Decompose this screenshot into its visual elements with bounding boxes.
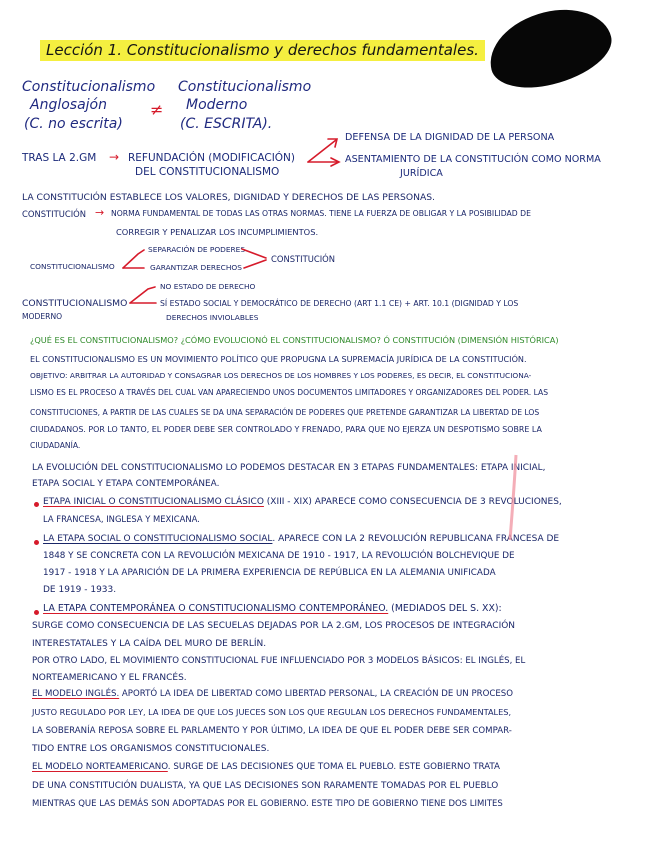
gm-outcome-1: DEFENSA DE LA DIGNIDAD DE LA PERSONA: [345, 132, 555, 143]
line-corregir: CORREGIR Y PENALIZAR LOS INCUMPLIMIENTOS.: [116, 227, 319, 237]
stage2-line-2: 1848 Y SE CONCRETA CON LA REVOLUCIÓN MEXICANA DE 1910 - 1917, LA REVOLUCIÓN BOLCHEVIQUE DE: [43, 551, 515, 561]
gm-start: TRAS LA 2.GM: [22, 152, 97, 164]
diag1-join-bottom: [244, 260, 266, 268]
compare-right-1: Constitucionalismo: [178, 79, 312, 95]
line-constitucion-valores: LA CONSTITUCIÓN ESTABLECE LOS VALORES, DIGNIDAD Y DERECHOS DE LAS PERSONAS.: [22, 192, 435, 203]
para2-line-1: LA EVOLUCIÓN DEL CONSTITUCIONALISMO LO PODEMOS DESTACAR EN 3 ETAPAS FUNDAMENTALES: ETAPA INICIAL,: [32, 463, 546, 473]
diag1-arrow-up: [123, 250, 144, 268]
stage3-heading: LA ETAPA CONTEMPORÁNEA O CONSTITUCIONALISMO CONTEMPORÁNEO.: [43, 603, 389, 614]
ingles-line-3: TIDO ENTRE LOS ORGANISMOS CONSTITUCIONALES.: [32, 744, 270, 754]
gm-refundacion: REFUNDACIÓN (MODIFICACIÓN): [128, 152, 296, 164]
compare-left-1: Constitucionalismo: [22, 79, 156, 95]
stage2-line-4: DE 1919 - 1933.: [43, 585, 117, 595]
diag1-constitucionalismo: CONSTITUCIONALISMO: [30, 262, 115, 271]
para1-line-4: CONSTITUCIONES, A PARTIR DE LAS CUALES SE DA UNA SEPARACIÓN DE PODERES QUE PRETENDE GARANTIZAR LA LIBERTAD DE LOS: [30, 408, 540, 417]
para2-line-2: ETAPA SOCIAL Y ETAPA CONTEMPORÁNEA.: [32, 479, 220, 489]
norte-line-1: DE UNA CONSTITUCIÓN DUALISTA, YA QUE LAS DECISIONES SON RARAMENTE TOMADAS POR EL PUEBLO: [32, 781, 499, 791]
diag2-no-estado: NO ESTADO DE DERECHO: [160, 282, 256, 291]
stage1-heading: ETAPA INICIAL O CONSTITUCIONALISMO CLÁSICO: [43, 497, 264, 507]
diag1-constitucion: CONSTITUCIÓN: [271, 254, 336, 264]
stage1-line-2: LA FRANCESA, INGLESA Y MEXICANA.: [43, 514, 200, 524]
stage2-heading: LA ETAPA SOCIAL O CONSTITUCIONALISMO SOCIAL: [43, 534, 273, 544]
stage2-line-3: 1917 - 1918 Y LA APARICIÓN DE LA PRIMERA EXPERIENCIA DE REPÚBLICA EN LA ALEMANIA UNIFICADA: [43, 568, 496, 578]
stage2-tail: . APARECE CON LA 2 REVOLUCIÓN REPUBLICANA FRANCESA DE: [272, 534, 560, 544]
para1-line-1: EL CONSTITUCIONALISMO ES UN MOVIMIENTO POLÍTICO QUE PROPUGNA LA SUPREMACÍA JURÍDICA DE LA CONSTITUCIÓN.: [30, 354, 527, 364]
pink-highlight-stroke: [510, 455, 516, 540]
diag1-join-top: [242, 249, 266, 258]
diag1-garantizar: GARANTIZAR DERECHOS: [150, 263, 242, 272]
line-norma-fundamental: NORMA FUNDAMENTAL DE TODAS LAS OTRAS NORMAS. TIENE LA FUERZA DE OBLIGAR Y LA POSIBILIDAD DE: [111, 209, 531, 218]
gm-refundacion-2: DEL CONSTITUCIONALISMO: [135, 166, 280, 178]
para1-line-5: CIUDADANOS. POR LO TANTO, EL PODER DEBE SER CONTROLADO Y FRENADO, PARA QUE NO EJERZA UN DESPOTISMO SOBRE LA: [30, 425, 542, 434]
norte-tail: . SURGE DE LAS DECISIONES QUE TOMA EL PUEBLO. ESTE GOBIERNO TRATA: [167, 762, 500, 772]
norte-line-2: MIENTRAS QUE LAS DEMÁS SON ADOPTADAS POR EL GOBIERNO. ESTE TIPO DE GOBIERNO TIENE DOS LIMITES: [32, 799, 503, 809]
stage3-line-1: SURGE COMO CONSECUENCIA DE LAS SECUELAS DEJADAS POR LA 2.GM, LOS PROCESOS DE INTEGRACIÓN: [32, 621, 516, 631]
compare-left-3: (C. no escrita): [24, 116, 123, 132]
compare-left-2: Anglosajón: [30, 97, 107, 113]
stage3-line-3: POR OTRO LADO, EL MOVIMIENTO CONSTITUCIONAL FUE INFLUENCIADO POR 3 MODELOS BÁSICOS: EL INGLÉS, EL: [32, 656, 526, 666]
question-heading: ¿QUÉ ES EL CONSTITUCIONALISMO? ¿CÓMO EVOLUCIONÓ EL CONSTITUCIONALISMO? Ó CONSTITUCIÓN (DIMENSIÓN HISTÓRICA): [30, 335, 559, 345]
norte-heading: EL MODELO NORTEAMERICANO: [32, 762, 168, 772]
diag2-derechos: DERECHOS INVIOLABLES: [166, 313, 259, 322]
compare-right-3: (C. ESCRITA).: [180, 116, 273, 132]
stage1-tail: (XIII - XIX) APARECE COMO CONSECUENCIA DE 3 REVOLUCIONES,: [263, 497, 562, 507]
diag2-si-estado: SÍ ESTADO SOCIAL Y DEMOCRÁTICO DE DERECHO (ART 1.1 CE) + ART. 10.1 (DIGNIDAD Y LOS: [160, 299, 519, 308]
arrow-constitucion: →: [95, 206, 105, 219]
stage3-tail: (MEDIADOS DEL S. XX):: [388, 603, 502, 614]
diag2-arrow-up: [130, 287, 155, 303]
diag2-moderno: MODERNO: [22, 312, 63, 321]
ingles-line-2: LA SOBERANÍA REPOSA SOBRE EL PARLAMENTO Y POR ÚLTIMO, LA IDEA DE QUE EL PODER DEBE SER COMPAR-: [32, 726, 512, 736]
stage3-line-4: NORTEAMERICANO Y EL FRANCÉS.: [32, 673, 187, 683]
ingles-heading: EL MODELO INGLÉS.: [32, 689, 120, 699]
para1-line-3: LISMO ES EL PROCESO A TRAVÉS DEL CUAL VAN APARECIENDO UNOS DOCUMENTOS LIMITADORES Y ORGANIZADORES DEL PODER. LAS: [30, 388, 549, 397]
line-constitucion-label: CONSTITUCIÓN: [22, 209, 87, 219]
stage3-line-2: INTERESTATALES Y LA CAÍDA DEL MURO DE BERLÍN.: [32, 639, 267, 649]
not-equal-sign: ≠: [150, 100, 164, 119]
compare-right-2: Moderno: [186, 97, 248, 113]
diag2-constitucionalismo: CONSTITUCIONALISMO: [22, 298, 128, 309]
para1-line-6: CIUDADANÍA.: [30, 441, 81, 450]
gm-outcome-2: ASENTAMIENTO DE LA CONSTITUCIÓN COMO NORMA: [345, 154, 601, 165]
ingles-tail: APORTÓ LA IDEA DE LIBERTAD COMO LIBERTAD PERSONAL, LA CREACIÓN DE UN PROCESO: [119, 689, 514, 699]
gm-outcome-2b: JURÍDICA: [400, 168, 443, 179]
diag1-separacion: SEPARACIÓN DE PODERES: [148, 245, 246, 254]
para1-line-2: OBJETIVO: ARBITRAR LA AUTORIDAD Y CONSAGRAR LOS DERECHOS DE LOS HOMBRES Y LOS PODERES, ES DECIR, EL CONSTITUCIONA-: [30, 371, 532, 380]
ingles-line-1: JUSTO REGULADO POR LEY, LA IDEA DE QUE LOS JUECES SON LOS QUE REGULAN LOS DERECHOS FUNDAMENTALES,: [32, 707, 512, 717]
gm-arrow: →: [109, 150, 120, 164]
page-title: Lección 1. Constitucionalismo y derechos fundamentales.: [40, 40, 485, 61]
